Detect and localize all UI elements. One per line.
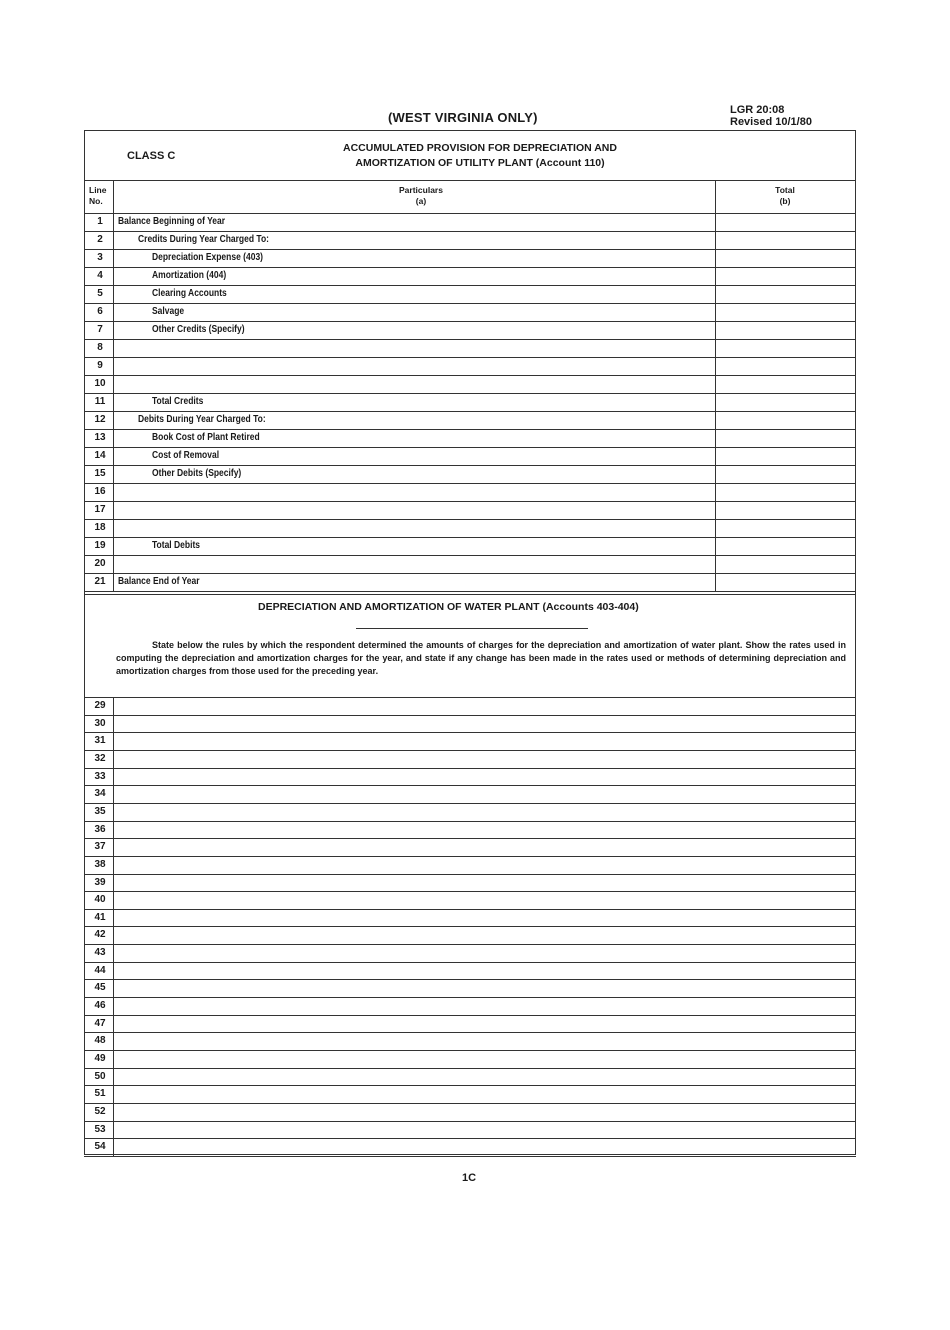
particulars-label: Balance Beginning of Year (118, 216, 226, 227)
entry-line[interactable] (115, 839, 853, 855)
total-cell[interactable] (716, 412, 854, 428)
revision-date: Revised 10/1/80 (730, 116, 812, 128)
line-number: 47 (94, 1017, 106, 1029)
line-number: 17 (94, 504, 106, 515)
particulars-header-code: (a) (415, 196, 427, 206)
entry-line[interactable] (115, 716, 853, 732)
entry-line[interactable] (115, 1139, 853, 1155)
entry-line[interactable] (115, 910, 853, 926)
total-cell[interactable] (716, 448, 854, 464)
total-cell[interactable] (716, 232, 854, 248)
schedule-title-line2: AMORTIZATION OF UTILITY PLANT (Account 110) (355, 157, 605, 169)
entry-line[interactable] (115, 751, 853, 767)
total-cell[interactable] (716, 376, 854, 392)
line-number: 14 (94, 450, 106, 461)
line-number: 48 (94, 1035, 106, 1047)
entry-line[interactable] (115, 857, 853, 873)
entry-line[interactable] (115, 1086, 853, 1102)
entry-line[interactable] (115, 892, 853, 908)
total-cell[interactable] (716, 304, 854, 320)
total-cell[interactable] (716, 520, 854, 536)
line-number: 39 (94, 876, 106, 888)
line-number: 49 (94, 1053, 106, 1064)
entry-line[interactable] (115, 980, 853, 996)
line-number: 3 (97, 252, 103, 263)
entry-line[interactable] (115, 1069, 853, 1085)
total-cell[interactable] (716, 538, 854, 554)
total-cell[interactable] (716, 286, 854, 302)
entry-line[interactable] (115, 945, 853, 961)
line-number: 45 (94, 982, 106, 994)
line-number: 32 (94, 752, 106, 764)
line-no-header-2: No. (89, 196, 103, 206)
row-rule (84, 591, 856, 592)
section2-title: DEPRECIATION AND AMORTIZATION OF WATER PLANT (Accounts 403-404) (258, 601, 639, 613)
section2-instructions: State below the rules by which the respondent determined the amounts of charges for the depreciation and amortization of water plant. Show the rates used in computing the depreciation and amortization charges for the year, and state if any change has been made in the rates used or methods of determining depreciation and amortization charges from those used for the preceding year. (116, 640, 846, 676)
line-number: 34 (94, 788, 106, 800)
line-number: 51 (94, 1088, 106, 1100)
class-label: CLASS C (127, 150, 176, 162)
line-number: 6 (97, 306, 103, 317)
total-cell[interactable] (716, 574, 854, 590)
line-number: 18 (94, 522, 106, 533)
line-number: 7 (97, 324, 103, 335)
line-number: 50 (94, 1070, 106, 1082)
line-number: 43 (94, 947, 106, 959)
section-separator (84, 594, 856, 595)
line-number: 31 (94, 735, 106, 747)
line-number: 36 (94, 823, 106, 835)
entry-line[interactable] (115, 963, 853, 979)
line-no-header (89, 185, 106, 207)
total-cell[interactable] (716, 394, 854, 410)
line-number: 37 (94, 841, 106, 853)
entry-line[interactable] (115, 998, 853, 1014)
line-number: 54 (94, 1141, 106, 1153)
line-number: 4 (97, 270, 103, 281)
particulars-label: Other Credits (Specify) (152, 324, 245, 335)
particulars-label: Cost of Removal (152, 450, 220, 461)
line-number: 5 (97, 288, 103, 299)
line-number: 29 (94, 700, 106, 711)
entry-line[interactable] (115, 1051, 853, 1067)
particulars-header-label: Particulars (399, 185, 443, 195)
total-cell[interactable] (716, 556, 854, 572)
total-cell[interactable] (716, 358, 854, 374)
line-number: 13 (94, 432, 106, 443)
total-cell[interactable] (716, 214, 854, 230)
line-number: 11 (94, 396, 106, 407)
particulars-label: Amortization (404) (152, 270, 227, 281)
line-number: 33 (94, 770, 106, 782)
particulars-label: Other Debits (Specify) (152, 468, 242, 479)
particulars-label: Total Credits (152, 396, 204, 407)
particulars-label: Clearing Accounts (152, 288, 227, 299)
header-top-rule (84, 180, 856, 181)
particulars-header (396, 185, 446, 207)
line-number: 12 (94, 414, 106, 425)
schedule-title-line1: ACCUMULATED PROVISION FOR DEPRECIATION AND (343, 142, 617, 154)
row-rule (84, 1156, 856, 1157)
line-number: 38 (94, 858, 106, 870)
line-number: 1 (97, 216, 103, 227)
entry-line[interactable] (115, 769, 853, 785)
entry-line[interactable] (115, 1122, 853, 1138)
line-number: 19 (94, 540, 106, 551)
line-number: 41 (94, 911, 106, 923)
line-number: 40 (94, 894, 106, 906)
particulars-label: Debits During Year Charged To: (138, 414, 266, 425)
schedule-title (300, 141, 660, 171)
line-number: 20 (94, 558, 106, 569)
state-note: (WEST VIRGINIA ONLY) (388, 110, 538, 125)
line-number: 9 (97, 360, 103, 371)
line-number: 46 (94, 1000, 106, 1012)
line-no-header-1: Line (89, 185, 107, 195)
line-number: 16 (94, 486, 106, 497)
particulars-label: Total Debits (152, 540, 201, 551)
particulars-label: Balance End of Year (118, 576, 200, 587)
total-header (765, 185, 805, 207)
line-number: 44 (94, 964, 106, 976)
total-cell[interactable] (716, 340, 854, 356)
particulars-label: Salvage (152, 306, 185, 317)
particulars-label: Depreciation Expense (403) (152, 252, 264, 263)
section2-title-rule (356, 628, 588, 629)
page-number: 1C (462, 1172, 477, 1184)
total-cell[interactable] (716, 250, 854, 266)
line-number: 35 (94, 805, 106, 817)
entry-line[interactable] (115, 733, 853, 749)
line-number: 10 (94, 378, 106, 389)
line-number: 2 (97, 234, 103, 245)
entry-line[interactable] (115, 822, 853, 838)
entry-line[interactable] (115, 927, 853, 943)
entry-line[interactable] (115, 786, 853, 802)
total-cell[interactable] (716, 502, 854, 518)
total-cell[interactable] (716, 268, 854, 284)
entry-line[interactable] (115, 875, 853, 891)
particulars-label: Credits During Year Charged To: (138, 234, 269, 245)
total-cell[interactable] (716, 466, 854, 482)
total-header-label: Total (775, 185, 795, 195)
line-number: 8 (97, 342, 103, 353)
form-code: LGR 20:08 (730, 104, 785, 116)
entry-line[interactable] (115, 1033, 853, 1049)
entry-line[interactable] (115, 1104, 853, 1120)
entry-line[interactable] (115, 804, 853, 820)
total-header-code: (b) (779, 196, 791, 206)
line-number: 42 (94, 929, 106, 941)
line-number: 52 (94, 1105, 106, 1117)
line-number: 15 (94, 468, 106, 479)
entry-line[interactable] (115, 1016, 853, 1032)
line-number: 30 (94, 717, 106, 729)
entry-line[interactable] (115, 698, 853, 714)
total-cell[interactable] (716, 430, 854, 446)
total-cell[interactable] (716, 484, 854, 500)
line-number: 53 (94, 1123, 106, 1135)
form-identifier (730, 104, 812, 128)
total-cell[interactable] (716, 322, 854, 338)
line-number: 21 (94, 576, 106, 587)
particulars-label: Book Cost of Plant Retired (152, 432, 260, 443)
